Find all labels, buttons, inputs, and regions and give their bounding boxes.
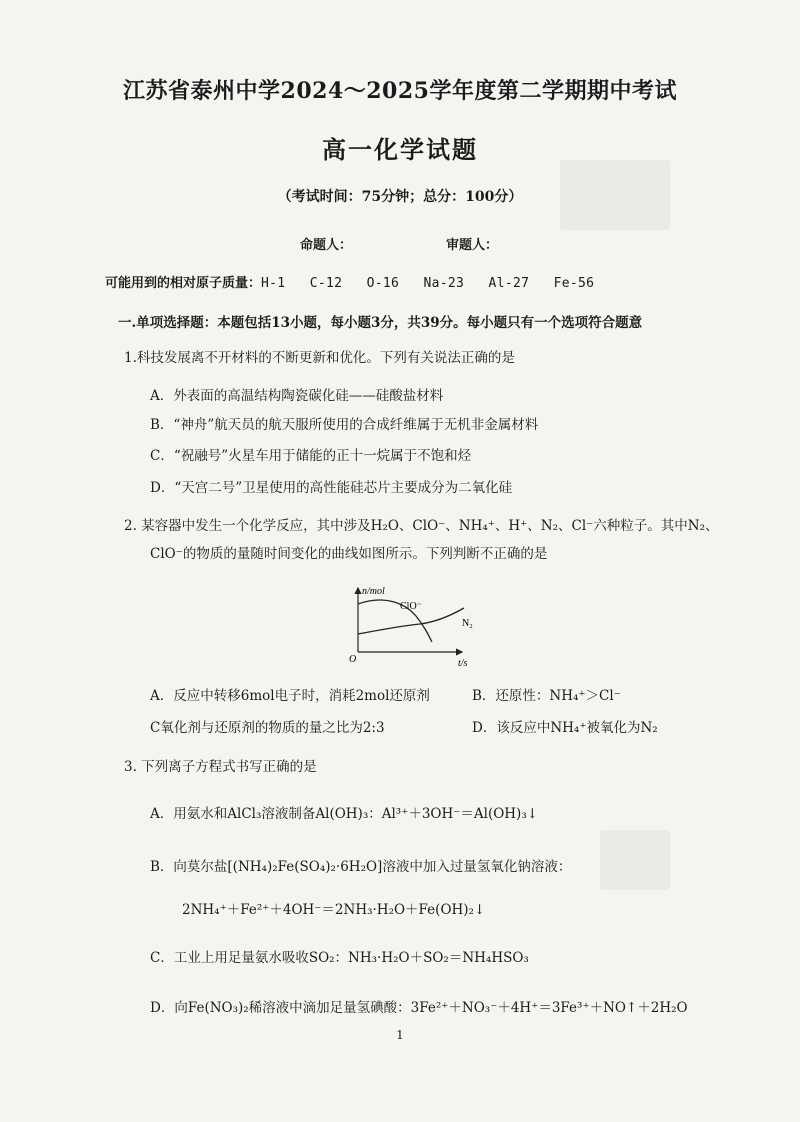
- series-label-n2: N₂: [462, 618, 473, 629]
- q2-graph: [340, 582, 490, 672]
- q1-option-b: B．“神舟”航天员的航天服所使用的合成纤维属于无机非金属材料: [150, 417, 539, 433]
- q2-option-b: B．还原性：NH₄⁺＞Cl⁻: [472, 688, 621, 704]
- series-label-clo: ClO⁻: [400, 601, 422, 612]
- atomic-masses-values: H-1 C-12 O-16 Na-23 Al-27 Fe-56: [261, 276, 595, 291]
- q1-option-a: A．外表面的高温结构陶瓷碳化硅——硅酸盐材料: [150, 388, 444, 404]
- q3-stem: 3. 下列离子方程式书写正确的是: [124, 759, 317, 775]
- y-axis-label: n/mol: [362, 586, 385, 597]
- atomic-masses-label: 可能用到的相对原子质量：: [105, 276, 262, 291]
- q2-option-d: D．该反应中NH₄⁺被氧化为N₂: [472, 720, 658, 736]
- reviewer-label: 审题人：: [446, 238, 499, 253]
- page-number: 1: [396, 1028, 404, 1042]
- q1-option-c: C．“祝融号”火星车用于储能的正十一烷属于不饱和烃: [150, 448, 472, 464]
- origin-label: O: [349, 654, 357, 665]
- setter-label: 命题人：: [300, 238, 353, 253]
- q1-option-d: D．“天宫二号”卫星使用的高性能硅芯片主要成分为二氧化硅: [150, 480, 513, 496]
- q2-stem-line1: 2. 某容器中发生一个化学反应，其中涉及H₂O、ClO⁻、NH₄⁺、H⁺、N₂、Cl⁻六种粒子。其中N₂、: [124, 518, 719, 534]
- q2-option-c: C氧化剂与还原剂的物质的量之比为2:3: [150, 720, 385, 736]
- q2-stem-line2: ClO⁻的物质的量随时间变化的曲线如图所示。下列判断不正确的是: [150, 546, 548, 562]
- q3-option-c: C．工业上用足量氨水吸收SO₂：NH₃·H₂O＋SO₂＝NH₄HSO₃: [150, 950, 529, 966]
- section-heading: 一.单项选择题：本题包括13小题，每小题3分，共39分。每小题只有一个选项符合题意: [118, 315, 643, 331]
- x-axis-label: t/s: [458, 658, 468, 669]
- q3-option-a: A．用氨水和AlCl₃溶液制备Al(OH)₃：Al³⁺＋3OH⁻＝Al(OH)₃↓: [150, 806, 539, 822]
- exam-title: 江苏省泰州中学2024～2025学年度第二学期期中考试: [123, 78, 677, 104]
- q3-option-b: B．向莫尔盐[(NH₄)₂Fe(SO₄)₂·6H₂O]溶液中加入过量氢氧化钠溶液：: [150, 859, 572, 875]
- exam-info: （考试时间：75分钟；总分：100分）: [277, 189, 523, 205]
- q1-stem: 1.科技发展离不开材料的不断更新和优化。下列有关说法正确的是: [124, 350, 515, 366]
- bleed-through-mark: [560, 160, 670, 230]
- bleed-through-mark: [600, 830, 670, 890]
- q3-option-b-equation: 2NH₄⁺＋Fe²⁺＋4OH⁻＝2NH₃·H₂O＋Fe(OH)₂↓: [182, 902, 486, 918]
- exam-subtitle: 高一化学试题: [322, 135, 478, 164]
- q2-option-a: A．反应中转移6mol电子时，消耗2mol还原剂: [150, 688, 430, 704]
- atomic-masses: [105, 272, 594, 291]
- q3-option-d: D．向Fe(NO₃)₂稀溶液中滴加足量氢碘酸：3Fe²⁺＋NO₃⁻＋4H⁺＝3Fe³⁺＋NO↑＋2H₂O: [150, 1000, 688, 1016]
